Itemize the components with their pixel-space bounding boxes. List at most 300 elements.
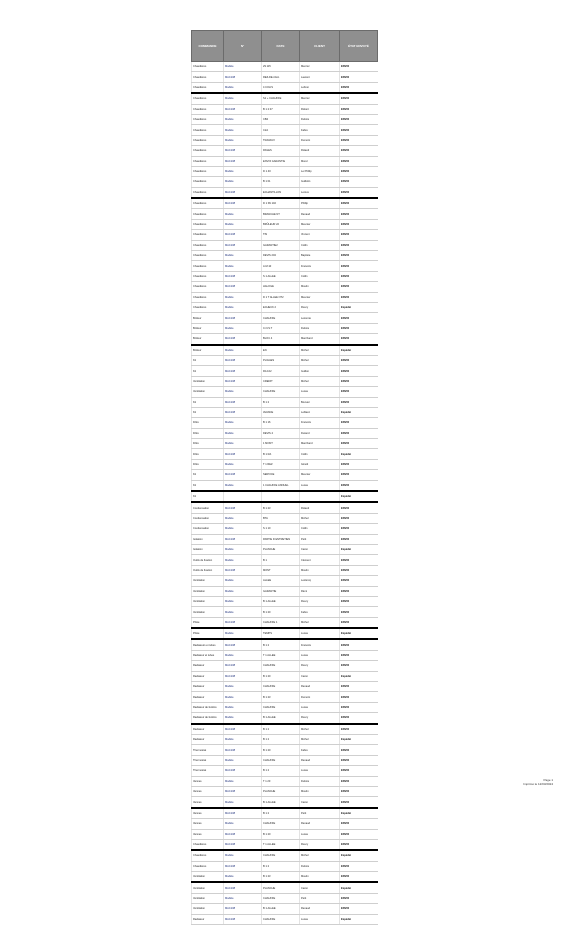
table-cell: T 1 ALLEE: [262, 650, 300, 660]
table-cell: Modèle: [224, 219, 262, 229]
table-cell: CREDIT: [262, 376, 300, 386]
table-cell: [262, 491, 300, 502]
table-cell: CHAUFFE: [262, 850, 300, 861]
table-cell: MAC108: [224, 829, 262, 839]
table-row: [192, 187, 378, 198]
table-cell: CHAUFFE: [262, 819, 300, 829]
table-row: [192, 661, 378, 671]
table-row: [192, 839, 378, 850]
table-cell: ENVOI: [340, 766, 378, 776]
table-row: [192, 829, 378, 839]
table-cell: MAC108: [224, 470, 262, 480]
table-cell: Pilote: [192, 628, 224, 639]
table-cell: Brûleur: [192, 323, 224, 333]
table-cell: Chaudières: [192, 104, 224, 114]
table-cell: ENVOI: [340, 713, 378, 724]
table-cell: Brûleur: [192, 334, 224, 345]
table-cell: Modèle: [224, 872, 262, 883]
table-cell: Caron: [300, 882, 340, 893]
table-cell: MAC108: [224, 745, 262, 755]
table-cell: Modèle: [224, 713, 262, 724]
table-cell: MAC108: [224, 334, 262, 345]
table-cell: Collin: [300, 271, 340, 281]
table-cell: ENVOI: [340, 397, 378, 407]
table-cell: ENVOI: [340, 355, 378, 365]
table-cell: MAC108: [224, 376, 262, 386]
table-cell: ENVOI: [340, 776, 378, 786]
table-cell: Expédié: [340, 628, 378, 639]
table-cell: B 1 2: [262, 861, 300, 871]
table-cell: 4 COLIS: [262, 82, 300, 93]
table-cell: Lebrun: [300, 82, 340, 93]
table-cell: ENVOI: [340, 682, 378, 692]
table-cell: Modèle: [224, 177, 262, 187]
table-cell: Fleury: [300, 302, 340, 312]
table-cell: Fleury: [300, 713, 340, 724]
table-cell: Outils de fixation: [192, 555, 224, 565]
table-cell: Chaudières: [192, 114, 224, 124]
table-cell: ENVOI: [340, 166, 378, 176]
table-cell: ALLEE: [262, 576, 300, 586]
table-cell: B 1 01: [262, 177, 300, 187]
table-cell: Modèle: [224, 480, 262, 491]
table-cell: PAGES: [262, 146, 300, 156]
table-cell: PLANCHE: [262, 544, 300, 554]
table-cell: Modèle: [224, 555, 262, 565]
table-row: [192, 271, 378, 281]
table-cell: Modèle: [224, 650, 262, 660]
table-cell: Modèle: [224, 261, 262, 271]
table-cell: Ventilation: [192, 376, 224, 386]
page-footer: [523, 778, 553, 786]
table-cell: Leroux: [300, 187, 340, 198]
table-cell: Fleury: [300, 839, 340, 850]
table-row: [192, 470, 378, 480]
table-cell: C.N.S.T: [262, 323, 300, 333]
table-cell: MAC108: [224, 839, 262, 850]
table-row: [192, 135, 378, 145]
table-row: [192, 177, 378, 187]
table-row: [192, 491, 378, 502]
table-cell: Expédié: [340, 671, 378, 681]
table-cell: Modèle: [224, 524, 262, 534]
footer-line-1: Page 1: [543, 778, 553, 782]
table-cell: Modèle: [224, 323, 262, 333]
table-cell: B 1 2: [262, 724, 300, 735]
table-cell: ENVOI: [340, 586, 378, 596]
table-cell: Modèle: [224, 682, 262, 692]
table-cell: ENVOI: [340, 114, 378, 124]
table-row: [192, 766, 378, 776]
table-cell: ENVOI: [340, 282, 378, 292]
table-cell: Fabre: [300, 745, 340, 755]
table-cell: Isolation: [192, 534, 224, 544]
table-cell: Kit: [192, 355, 224, 365]
table-cell: Expédié: [340, 449, 378, 459]
table-row: [192, 702, 378, 712]
table-row: [192, 418, 378, 428]
table-cell: EN: [262, 345, 300, 356]
table-cell: ENVOI: [340, 513, 378, 523]
table-cell: Petit: [300, 534, 340, 544]
table-cell: Condensation: [192, 513, 224, 523]
table-cell: Chaudières: [192, 198, 224, 209]
table-cell: Bouvier: [300, 397, 340, 407]
table-cell: Filtre: [192, 418, 224, 428]
table-cell: Francois: [300, 261, 340, 271]
table-cell: MAC108: [224, 534, 262, 544]
table-cell: MAC108: [224, 861, 262, 871]
table-cell: B 1 ALLEE: [262, 713, 300, 724]
table-cell: TRAVAUX: [262, 135, 300, 145]
table-cell: CHAUFFE: [262, 387, 300, 397]
table-cell: Fabre: [300, 607, 340, 617]
table-cell: MAC108: [224, 146, 262, 156]
table-cell: Petit: [300, 808, 340, 819]
table-cell: B 1 2: [262, 735, 300, 745]
table-cell: Le Phillip: [300, 166, 340, 176]
table-row: [192, 428, 378, 438]
table-cell: Modèle: [224, 93, 262, 104]
table-cell: ENVOI: [340, 459, 378, 469]
table-cell: S 1 10: [262, 524, 300, 534]
table-cell: Chaudières: [192, 209, 224, 219]
table-cell: Petit: [300, 893, 340, 903]
table-cell: Radiateur: [192, 661, 224, 671]
table-cell: D 1 PA 102: [262, 198, 300, 209]
table-cell: ENVOI: [340, 576, 378, 586]
table-cell: Ventilation: [192, 872, 224, 883]
table-cell: Modèle: [224, 166, 262, 176]
table-row: [192, 156, 378, 166]
table-cell: Vannes: [192, 797, 224, 808]
table-row: [192, 93, 378, 104]
table-cell: ENVOI: [340, 261, 378, 271]
table-cell: Phillip: [300, 198, 340, 209]
table-cell: Chaudières: [192, 125, 224, 135]
table-cell: Mercier: [300, 93, 340, 104]
table-cell: Michel: [300, 345, 340, 356]
table-cell: C2A: [262, 125, 300, 135]
table-cell: Modèle: [224, 692, 262, 702]
table-cell: MAC108: [224, 230, 262, 240]
table-row: [192, 555, 378, 565]
table-cell: Meunier: [300, 219, 340, 229]
table-cell: GARANTIE2: [262, 240, 300, 250]
table-cell: Meunier: [300, 470, 340, 480]
table-cell: D 1 40: [262, 166, 300, 176]
table-cell: Moulin: [300, 282, 340, 292]
table-row: [192, 513, 378, 523]
table-row: [192, 893, 378, 903]
table-cell: CHAUFFE 1: [262, 617, 300, 628]
table-cell: S 1 ALLEE: [262, 271, 300, 281]
table-cell: ENVOI: [340, 819, 378, 829]
table-cell: Ventilation: [192, 904, 224, 914]
table-cell: ENVOI: [340, 187, 378, 198]
table-cell: Radiateur: [192, 735, 224, 745]
table-cell: Vannes: [192, 829, 224, 839]
table-cell: MAC108: [224, 639, 262, 650]
table-cell: ENVOI: [340, 156, 378, 166]
table-cell: B 1 20: [262, 745, 300, 755]
table-cell: Kit: [192, 397, 224, 407]
table-row: [192, 819, 378, 829]
table-cell: B 1 ALLEE: [262, 904, 300, 914]
table-cell: Lucas: [300, 766, 340, 776]
table-cell: Radiateur: [192, 692, 224, 702]
table-row: [192, 198, 378, 209]
table-cell: Chaudières: [192, 62, 224, 72]
table-row: [192, 72, 378, 82]
table-cell: ENVOI: [340, 893, 378, 903]
table-row: [192, 713, 378, 724]
table-cell: Modèle: [224, 544, 262, 554]
table-cell: ENVOI: [340, 230, 378, 240]
table-cell: ENVOI: [340, 745, 378, 755]
table-cell: CHAUFFE: [262, 893, 300, 903]
table-cell: ENVOI: [340, 209, 378, 219]
table-cell: ENVOI: [340, 251, 378, 261]
table-cell: Thermostat: [192, 745, 224, 755]
table-cell: Chaudières: [192, 251, 224, 261]
table-cell: Moulin: [300, 565, 340, 575]
table-cell: Modèle: [224, 576, 262, 586]
table-cell: Modèle: [224, 755, 262, 765]
table-row: [192, 617, 378, 628]
table-cell: Chaudières: [192, 187, 224, 198]
table-row: [192, 313, 378, 323]
table-cell: ENVOI: [340, 62, 378, 72]
table-cell: Modèle: [224, 251, 262, 261]
table-cell: CHAUFFE: [262, 661, 300, 671]
table-cell: ENVOI: [340, 146, 378, 156]
table-cell: Radiateur et tubes: [192, 650, 224, 660]
table-row: [192, 914, 378, 924]
table-cell: DEVIS 204: [262, 251, 300, 261]
table-cell: Kit: [192, 491, 224, 502]
table-row: [192, 735, 378, 745]
table-cell: Ventilation: [192, 586, 224, 596]
table-cell: B 1 2: [262, 639, 300, 650]
table-row: [192, 387, 378, 397]
table-cell: Expédié: [340, 491, 378, 502]
table-cell: CHAUFFE: [262, 313, 300, 323]
table-cell: B 1 ALLEE: [262, 797, 300, 808]
table-cell: Modèle: [224, 513, 262, 523]
table-cell: Collin: [300, 524, 340, 534]
table-cell: REZ-DE-CHA.: [262, 72, 300, 82]
table-cell: Modèle: [224, 125, 262, 135]
table-row: [192, 240, 378, 250]
table-cell: Modèle: [224, 292, 262, 302]
table-cell: Kit: [192, 470, 224, 480]
header-etat: ÉTAT ENVOYÉ: [340, 31, 378, 62]
table-cell: T 1 REZ: [262, 459, 300, 469]
table-cell: ENVOI: [340, 177, 378, 187]
table-row: [192, 397, 378, 407]
table-cell: Fleury: [300, 661, 340, 671]
table-cell: Radiateurs et tubes: [192, 639, 224, 650]
table-cell: Robert: [300, 104, 340, 114]
table-cell: B 1 20: [262, 671, 300, 681]
table-cell: Lucas: [300, 829, 340, 839]
table-cell: Modèle: [224, 387, 262, 397]
table-row: [192, 639, 378, 650]
table-cell: Michel: [300, 513, 340, 523]
table-cell: Mercier: [300, 62, 340, 72]
table-cell: B 1 23: [262, 502, 300, 513]
table-cell: MAC108: [224, 724, 262, 735]
table-cell: ENVOI: [340, 786, 378, 796]
header-commande: COMMANDE: [192, 31, 224, 62]
table-cell: Modèle: [224, 607, 262, 617]
table-row: [192, 861, 378, 871]
table-cell: MAC108: [224, 72, 262, 82]
table-cell: MAC108: [224, 766, 262, 776]
table-row: [192, 576, 378, 586]
table-row: [192, 230, 378, 240]
table-cell: ENVOI: [340, 904, 378, 914]
table-cell: Ventilation: [192, 576, 224, 586]
table-row: [192, 251, 378, 261]
table-cell: Guillon: [300, 366, 340, 376]
table-row: [192, 502, 378, 513]
table-cell: Expédié: [340, 345, 378, 356]
table-row: [192, 692, 378, 702]
table-cell: ENVOI: [340, 607, 378, 617]
table-cell: Chaudières: [192, 240, 224, 250]
table-cell: Chaudières: [192, 850, 224, 861]
table-row: [192, 376, 378, 386]
table-cell: Dumont: [300, 692, 340, 702]
table-cell: Modèle: [224, 82, 262, 93]
table-cell: MAC108: [224, 271, 262, 281]
table-row: [192, 345, 378, 356]
table-cell: PLANCHE: [262, 786, 300, 796]
table-cell: Chaudières: [192, 219, 224, 229]
table-cell: Chaudières: [192, 302, 224, 312]
table-row: [192, 745, 378, 755]
table-cell: A.M.10: [262, 261, 300, 271]
table-row: [192, 282, 378, 292]
table-cell: Chaudières: [192, 292, 224, 302]
table-cell: ENVOI: [340, 334, 378, 345]
table-cell: CHAUFFE: [262, 914, 300, 924]
table-row: [192, 355, 378, 365]
table-cell: ENVOI: [340, 755, 378, 765]
table-cell: Radiateur: [192, 682, 224, 692]
table-row: [192, 628, 378, 639]
table-cell: ENVOI: [340, 797, 378, 808]
table-cell: Modèle: [224, 797, 262, 808]
table-cell: MAC108: [224, 187, 262, 198]
table-row: [192, 104, 378, 114]
table-cell: ENVOI: [340, 292, 378, 302]
table-row: [192, 808, 378, 819]
table-cell: Ventilation: [192, 387, 224, 397]
table-cell: ENVOI: [340, 661, 378, 671]
table-row: [192, 882, 378, 893]
table-row: [192, 146, 378, 156]
table-cell: Modèle: [224, 418, 262, 428]
table-cell: Filtre: [192, 449, 224, 459]
table-cell: Rémi: [300, 586, 340, 596]
table-cell: Kit: [192, 366, 224, 376]
table-cell: ENVOI: [340, 271, 378, 281]
table-cell: Francois: [300, 418, 340, 428]
table-cell: Condensation: [192, 502, 224, 513]
table-cell: Modèle: [224, 776, 262, 786]
table-row: [192, 755, 378, 765]
table-row: [192, 565, 378, 575]
table-row: [192, 125, 378, 135]
table-cell: Modèle: [224, 114, 262, 124]
table-cell: Renaud: [300, 209, 340, 219]
table-cell: MAC108: [224, 198, 262, 209]
table-cell: Michel: [300, 376, 340, 386]
table-row: [192, 671, 378, 681]
table-cell: Isolation: [192, 544, 224, 554]
table-cell: ENVOI: [340, 240, 378, 250]
table-cell: ENVOI: [340, 872, 378, 883]
table-cell: Chaudières: [192, 282, 224, 292]
table-cell: Pilote: [192, 617, 224, 628]
table-cell: 1 CHAUFFE ANNUEL: [262, 480, 300, 491]
table-cell: Renaud: [300, 755, 340, 765]
table-row: [192, 586, 378, 596]
table-cell: ECHECK 2: [262, 302, 300, 312]
table-cell: ENVOI: [340, 323, 378, 333]
table-cell: MONT: [262, 565, 300, 575]
header-numero: N°: [224, 31, 262, 62]
table-cell: Modèle: [224, 439, 262, 449]
table-cell: AVANCE: [262, 407, 300, 417]
table-cell: ENVOI: [340, 861, 378, 871]
table-cell: Moulin: [300, 872, 340, 883]
table-header: [192, 31, 378, 62]
table-cell: Fleury: [300, 596, 340, 606]
table-cell: Lecomte: [300, 313, 340, 323]
table-cell: MAC108: [224, 240, 262, 250]
table-row: [192, 209, 378, 219]
table-cell: Radiateur de fenêtre: [192, 702, 224, 712]
table-cell: B 1 ALLEE: [262, 596, 300, 606]
table-cell: Dubois: [300, 114, 340, 124]
table-cell: ENVOI: [340, 692, 378, 702]
table-cell: T 1 20: [262, 776, 300, 786]
table-cell: Thermostat: [192, 755, 224, 765]
table-cell: D 1 T ALLEE NT2: [262, 292, 300, 302]
table-cell: MAC108: [224, 502, 262, 513]
table-row: [192, 850, 378, 861]
table-cell: ENVOI: [340, 366, 378, 376]
table-cell: [300, 491, 340, 502]
table-cell: Modèle: [224, 628, 262, 639]
table-cell: Michel: [300, 355, 340, 365]
table-cell: ENVOI: [340, 724, 378, 735]
table-row: [192, 872, 378, 883]
table-row: [192, 524, 378, 534]
table-cell: Chaudières: [192, 261, 224, 271]
table-cell: Modèle: [224, 135, 262, 145]
table-cell: Modèle: [224, 596, 262, 606]
table-cell: Brûleur: [192, 313, 224, 323]
table-cell: Modèle: [224, 586, 262, 596]
table-cell: Expédié: [340, 302, 378, 312]
table-cell: Filtre: [192, 439, 224, 449]
table-cell: MAC108: [224, 661, 262, 671]
